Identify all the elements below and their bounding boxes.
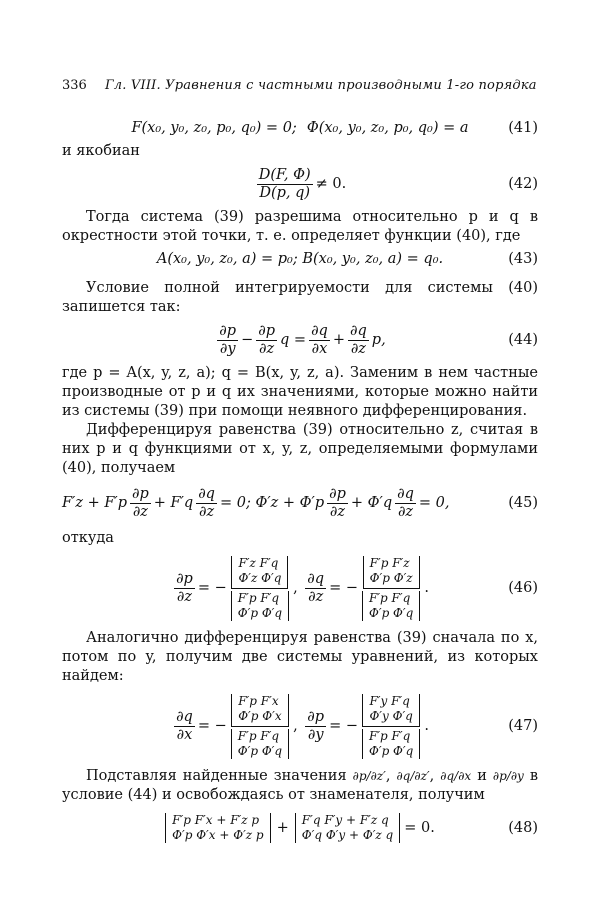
eq46-d2b-row2: Φ′p Φ′q (369, 606, 414, 620)
eq44-number: (44) (508, 332, 538, 348)
inline-frac-3: ∂q/∂x (440, 769, 472, 783)
eq45-part4: + Φ′q (350, 495, 393, 511)
eq46-det1-top (231, 556, 288, 589)
equation-47: $\frac{\partial q}{\partial x}$ = − F′p F′x Φ′p Φ′x F′p F′q Φ′p Φ′q , $\frac{\partial p}{\partial y}$ = − F′y F′q Φ′y Φ′q F′p F′q Φ′p Φ′q . (47) (176, 694, 538, 758)
eq47-d1b-row2: Φ′p Φ′q (237, 744, 283, 758)
eq45-part1: F′z + F′p (62, 495, 127, 511)
equation-43 (62, 250, 538, 269)
eq44-f4-den: ∂z (350, 341, 366, 357)
eq48-d2-row2: Φ′q Φ′y + Φ′z q (301, 828, 394, 842)
eq44-f3-num: ∂q (311, 323, 328, 339)
eq47-det2-top (362, 694, 419, 727)
eq44-f1-den: ∂y (219, 341, 236, 357)
eq46-lhs1-den: ∂z (176, 589, 193, 605)
eq47-det1-top (231, 694, 288, 727)
eq43-body: A(x₀, y₀, z₀, a) = p₀; B(x₀, y₀, z₀, a) = q₀. (156, 251, 444, 267)
eq41-rhs: Φ(x₀, y₀, z₀, p₀, q₀) = a (306, 120, 469, 136)
eq44-frac-1 (217, 323, 238, 358)
eq47-d1b-row1: F′p F′q (237, 729, 280, 743)
eq48-det-2 (295, 813, 400, 843)
eq46-d2t-row2: Φ′p Φ′z (369, 571, 413, 585)
eq47-lhs1-num: ∂q (176, 709, 193, 725)
eq48-d1-row1: F′p F′x + F′z p (172, 813, 260, 827)
paragraph-2: Тогда система (39) разрешима относительно p и q в окрестности этой точки, т. е. определяет функции (40), где (62, 209, 538, 244)
eq44-f3-den: ∂x (311, 341, 328, 357)
eq48-det-1 (165, 813, 270, 843)
eq45-f2-num: ∂q (198, 486, 215, 502)
eq46-det2-bottom (362, 591, 420, 621)
inline-frac-1: ∂p/∂z′ (352, 769, 386, 783)
eq47-det1-bottom (231, 729, 289, 759)
eq47-number: (47) (508, 718, 538, 734)
page-body (62, 115, 538, 851)
eq47-d1t-row2: Φ′p Φ′x (238, 709, 282, 723)
running-header (62, 78, 538, 93)
eq47-lhs1-den: ∂x (176, 727, 193, 743)
eq46-lhs2-den: ∂z (308, 589, 324, 605)
eq44-f2-num: ∂p (258, 323, 276, 339)
eq46-number: (46) (508, 580, 538, 596)
eq47-lhs2-den: ∂y (307, 727, 324, 743)
eq45-f3-num: ∂p (329, 486, 346, 502)
paragraph-4: где p = A(x, y, z, a); q = B(x, y, z, a). Заменим в нем частные производные от p и q их значениями, которые можно найти из системы (39) при помощи неявного дифференцирования. (62, 365, 538, 419)
eq47-d2b-row2: Φ′p Φ′q (369, 744, 414, 758)
eq45-f1-num: ∂p (132, 486, 149, 502)
eq47-lhs1 (174, 709, 195, 744)
paragraph-1: и якобиан (62, 143, 140, 159)
eq47-lhs2-num: ∂p (307, 709, 325, 725)
eq44-frac-3 (309, 323, 330, 358)
eq46-d1t-row2: Φ′z Φ′q (238, 571, 282, 585)
eq47-d2t-row2: Φ′y Φ′q (369, 709, 413, 723)
paragraph-8-end: в условие (44) и освобождаясь от знаменателя, получим (62, 768, 539, 803)
eq47-d2t-row1: F′y F′q (369, 694, 410, 708)
equation-42 (62, 167, 538, 202)
eq47-det2-bottom (362, 729, 420, 759)
eq46-ratio-1 (231, 556, 289, 621)
eq42-jacobian (257, 167, 313, 202)
chapter-title: Гл. VIII. Уравнения с частными производными 1-го порядка (104, 78, 537, 93)
eq46-lhs2-num: ∂q (307, 571, 325, 587)
eq45-part3: = 0; Φ′z + Φ′p (219, 495, 325, 511)
eq48-d2-row1: F′q F′y + F′z q (301, 813, 389, 827)
eq47-ratio-2 (362, 694, 420, 759)
eq44-mid: q = (280, 332, 307, 348)
inline-frac-2: ∂q/∂z′ (396, 769, 430, 783)
paragraph-5: Дифференцируя равенства (39) относительно z, считая в них p и q функциями от x, y, z, определяемыми формулами (40), получаем (62, 422, 538, 476)
eq44-f4-num: ∂q (350, 323, 367, 339)
eq46-ratio-2 (362, 556, 420, 621)
eq42-rest: ≠ 0. (315, 176, 347, 192)
eq44-frac-4 (348, 323, 369, 358)
eq46-d1t-row1: F′z F′q (238, 556, 279, 570)
eq45-frac-4 (395, 486, 416, 521)
eq46-d1b-row2: Φ′p Φ′q (237, 606, 283, 620)
eq44-f2-den: ∂z (259, 341, 275, 357)
eq45-f4-num: ∂q (397, 486, 414, 502)
eq45-number: (45) (508, 495, 538, 511)
eq45-frac-2 (196, 486, 217, 521)
paragraph-3: Условие полной интегрируемости для системы (40) запишется так: (62, 280, 538, 315)
inline-frac-4: ∂p/∂y (492, 769, 524, 783)
equation-45 (62, 486, 538, 521)
equation-44: $\frac{\partial p}{\partial y}$ − $\frac{\partial p}{\partial z}$ q = $\frac{\partial q}{\partial x}$ + $\frac{\partial q}{\partial z}$ p, (44) (219, 323, 538, 357)
eq45-f3-den: ∂z (329, 504, 346, 520)
equation-41 (62, 119, 538, 138)
eq46-det1-bottom (231, 591, 289, 621)
eq45-frac-1 (130, 486, 151, 521)
eq46-lhs1 (174, 571, 195, 606)
equation-48 (62, 813, 538, 843)
eq45-f4-den: ∂z (397, 504, 414, 520)
eq46-lhs2 (305, 571, 326, 606)
eq47-d1t-row1: F′p F′x (238, 694, 279, 708)
eq44-frac-2 (256, 323, 277, 358)
eq47-lhs2 (305, 709, 326, 744)
eq45-part5: = 0, (418, 495, 450, 511)
page-number: 336 (62, 78, 87, 93)
eq43-number: (43) (508, 251, 538, 267)
eq46-d1b-row1: F′p F′q (237, 591, 280, 605)
paragraph-8: Подставляя найденные значения ∂p/∂z′, ∂q/∂z′, ∂q/∂x и ∂p/∂y в условие (44) и освобождаясь от знаменателя, получим (62, 768, 539, 803)
eq42-denominator: D(p, q) (259, 185, 311, 201)
eq48-tail: = 0. (404, 819, 435, 836)
eq48-number: (48) (508, 819, 538, 836)
eq44-tail: p, (371, 332, 386, 348)
eq46-det2-top (363, 556, 420, 589)
eq46-lhs1-num: ∂p (176, 571, 193, 587)
eq42-numerator: D(F, Φ) (258, 167, 311, 183)
eq48-d1-row2: Φ′p Φ′x + Φ′z p (172, 828, 264, 842)
eq45-f1-den: ∂z (132, 504, 148, 520)
eq46-d2t-row1: F′p F′z (369, 556, 410, 570)
paragraph-6: откуда (62, 530, 114, 546)
eq47-d2b-row1: F′p F′q (369, 729, 411, 743)
eq46-d2b-row1: F′p F′q (369, 591, 411, 605)
equation-46: $\frac{\partial p}{\partial z}$ = − F′z F′q Φ′z Φ′q F′p F′q Φ′p Φ′q , $\frac{\partial q}{\partial z}$ = − F′p F′z Φ′p Φ′z F′p F′q Φ′p Φ′q . (46) (176, 556, 538, 620)
eq41-number: (41) (508, 120, 538, 136)
eq45-frac-3 (327, 486, 348, 521)
eq41-lhs: F(x₀, y₀, z₀, p₀, q₀) = 0; (131, 120, 297, 136)
eq44-f1-num: ∂p (219, 323, 237, 339)
eq45-f2-den: ∂z (199, 504, 215, 520)
eq47-ratio-1 (231, 694, 289, 759)
paragraph-7: Аналогично дифференцируя равенства (39) сначала по x, потом по y, получим две системы уравнений, из которых найдем: (62, 630, 538, 684)
paragraph-8-start: Подставляя найденные значения (86, 768, 347, 784)
eq45-part2: + F′q (153, 495, 194, 511)
eq48-plus: + (276, 819, 289, 836)
eq42-number: (42) (508, 176, 538, 192)
